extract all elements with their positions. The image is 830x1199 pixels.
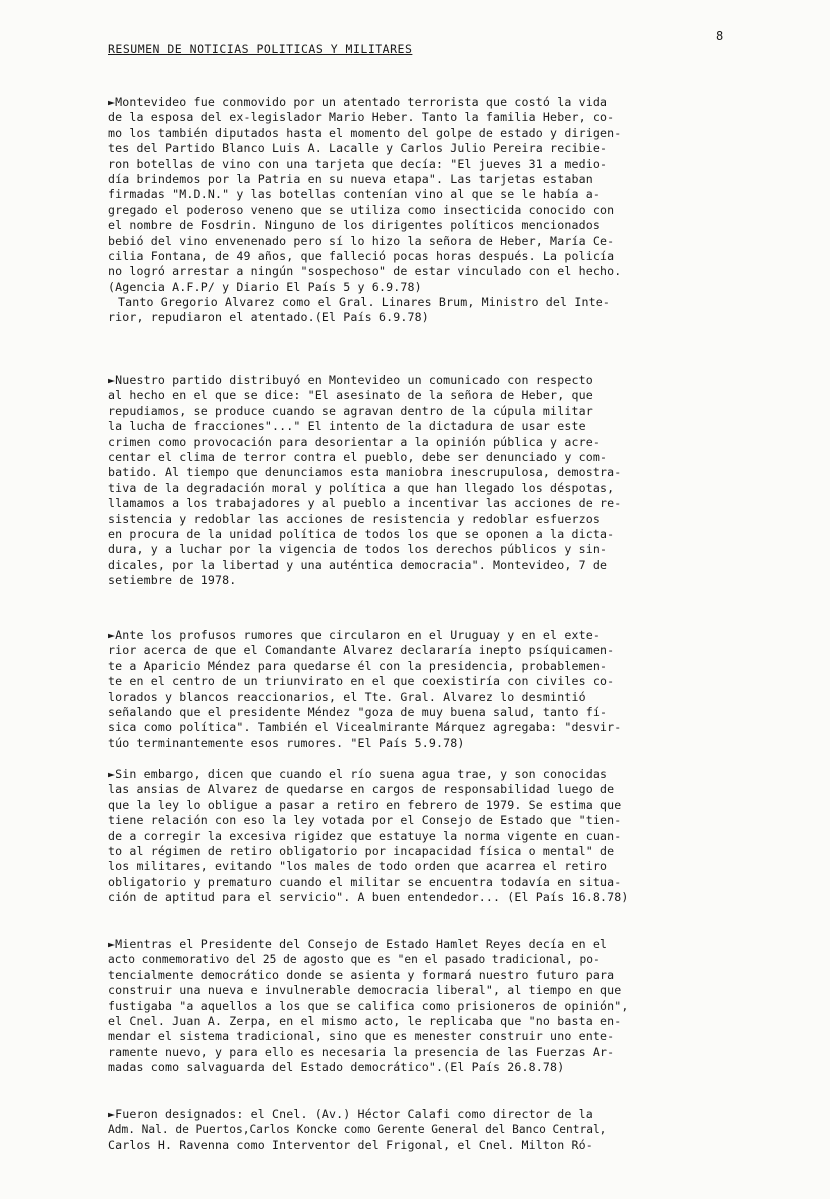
- text-line: rior, repudiaron el atentado.(El País 6.9.78): [108, 310, 429, 325]
- text-line: ►Nuestro partido distribuyó en Montevideo un comunicado con respecto: [108, 373, 593, 387]
- text-line: batido. Al tiempo que denunciamos esta maniobra inescrupulosa, demostra-: [108, 465, 622, 480]
- text-line: crimen como provocación para desorientar a la opinión pública y acre-: [108, 434, 600, 449]
- text-line: Carlos H. Ravenna como Interventor del Frigonal, el Cnel. Milton Ró-: [108, 1137, 593, 1152]
- text-line: al hecho en el que se dice: "El asesinato de la señora de Heber, que: [108, 388, 593, 403]
- paragraph-heber-attack: [108, 95, 788, 295]
- text-line: llamamos a los trabajadores y al pueblo a incentivar las acciones de re-: [108, 496, 622, 511]
- text-line: que la ley lo obligue a pasar a retiro en febrero de 1979. Se estima que: [108, 797, 622, 812]
- text-line: de a corregir la excesiva rigidez que estatuye la norma vigente en cuan-: [108, 828, 622, 843]
- text-line: no logró arrestar a ningún "sospechoso" de estar vinculado con el hecho.: [108, 264, 622, 279]
- text-line: tiva de la degradación moral y política a que han llegado los déspotas,: [108, 480, 615, 495]
- text-line: centar el clima de terror contra el pueblo, debe ser denunciado y com-: [108, 450, 608, 465]
- text-line: los militares, evitando "los males de todo orden que acarrea el retiro: [108, 859, 608, 874]
- text-line: tes del Partido Blanco Luis A. Lacalle y Carlos Julio Pereira recibie-: [108, 141, 608, 156]
- paragraph-alvarez-rumors: [108, 628, 788, 751]
- text-line: la lucha de fracciones"..." El intento de la dictadura de usar este: [108, 419, 586, 434]
- text-line: día brindemos por la Patria en su nueva etapa". Las tarjetas estaban: [108, 172, 593, 187]
- text-line: ron botellas de vino con una tarjeta que decía: "El jueves 31 a medio-: [108, 156, 608, 171]
- text-line: ►Sin embargo, dicen que cuando el río suena agua trae, y son conocidas: [108, 767, 608, 781]
- text-line: en procura de la unidad política de todos los que se oponen a la dicta-: [108, 527, 615, 542]
- text-line: Adm. Nal. de Puertos,Carlos Koncke como Gerente General del Banco Central,: [108, 1123, 607, 1137]
- text-line: repudiamos, se produce cuando se agravan dentro de la cúpula militar: [108, 403, 593, 418]
- text-line: sica como política". También el Vicealmirante Márquez agregaba: "desvir-: [108, 720, 622, 735]
- text-line: te en el centro de un triunvirato en el que coexistiría con civiles co-: [108, 674, 615, 689]
- text-line: firmadas "M.D.N." y las botellas contenían vino al que se le había a-: [108, 187, 600, 202]
- text-line: to al régimen de retiro obligatorio por incapacidad física o mental" de: [108, 844, 615, 859]
- text-line: señalando que el presidente Méndez "goza de muy buena salud, tanto fí-: [108, 705, 608, 720]
- text-line: acto conmemorativo del 25 de agosto que es "en el pasado tradicional, po-: [108, 953, 600, 967]
- document-header-title: RESUMEN DE NOTICIAS POLITICAS Y MILITARES: [108, 42, 413, 56]
- text-line: lorados y blancos reaccionarios, el Tte. Gral. Alvarez lo desmintió: [108, 689, 586, 704]
- paragraph-party-statement: [108, 373, 788, 589]
- text-line: te a Aparicio Méndez para quedarse él con la presidencia, probablemen-: [108, 658, 608, 673]
- text-line: ►Fueron designados: el Cnel. (Av.) Héctor Calafi como director de la: [108, 1107, 593, 1121]
- text-line: bebió del vino envenenado pero sí lo hizo la señora de Heber, María Ce-: [108, 233, 615, 248]
- text-line: ►Montevideo fue conmovido por un atentado terrorista que costó la vida: [108, 95, 608, 109]
- text-line: ramente nuevo, y para ello es necesaria la presencia de las Fuerzas Ar-: [108, 1044, 615, 1059]
- text-line: mendar el sistema tradicional, sino que es menester construir uno ente-: [108, 1029, 615, 1044]
- text-line: el nombre de Fosdrin. Ninguno de los dirigentes políticos mencionados: [108, 218, 600, 233]
- text-line: fustigaba "a aquellos a los que se califica como prisioneros de opinión",: [108, 998, 629, 1013]
- text-line: el Cnel. Juan A. Zerpa, en el mismo acto, le replicaba que "no basta en-: [108, 1014, 622, 1029]
- text-line: (Agencia A.F.P/ y Diario El País 5 y 6.9.78): [108, 279, 422, 294]
- text-line: las ansias de Alvarez de quedarse en cargos de responsabilidad luego de: [108, 782, 615, 797]
- text-line: ►Mientras el Presidente del Consejo de Estado Hamlet Reyes decía en el: [108, 937, 608, 951]
- paragraph-retirement-law: [108, 767, 788, 906]
- text-line: túo terminantemente esos rumores. "El País 5.9.78): [108, 735, 465, 750]
- paragraph-appointments: [108, 1107, 788, 1153]
- text-line: ción de aptitud para el servicio". A buen entendedor... (El País 16.8.78): [108, 890, 629, 905]
- text-line: tencialmente democrático donde se asienta y formará nuestro futuro para: [108, 967, 615, 982]
- text-line: tiene relación con eso la ley votada por el Consejo de Estado que "tien-: [108, 813, 622, 828]
- text-line: dicales, por la libertad y una auténtica democracia". Montevideo, 7 de: [108, 557, 608, 572]
- paragraph-reyes-zerpa: [108, 937, 788, 1076]
- text-line: rior acerca de que el Comandante Alvarez declararía inepto psíquicamen-: [108, 643, 615, 658]
- text-line: sistencia y redoblar las acciones de resistencia y redoblar esfuerzos: [108, 511, 600, 526]
- text-line: construir una nueva e invulnerable democracia liberal", al tiempo en que: [108, 983, 622, 998]
- text-line: dura, y a luchar por la vigencia de todos los derechos públicos y sin-: [108, 542, 608, 557]
- text-line: de la esposa del ex-legislador Mario Heber. Tanto la familia Heber, co-: [108, 110, 615, 125]
- text-line: gregado el poderoso veneno que se utiliza como insecticida conocido con: [108, 202, 615, 217]
- text-line: mo los también diputados hasta el momento del golpe de estado y dirigen-: [108, 125, 622, 140]
- text-line: ►Ante los profusos rumores que circularon en el Uruguay y en el exte-: [108, 628, 600, 642]
- text-line: obligatorio y prematuro cuando el militar se encuentra todavía en situa-: [108, 874, 622, 889]
- text-line: madas como salvaguarda del Estado democrático".(El País 26.8.78): [108, 1060, 565, 1075]
- text-line: Tanto Gregorio Alvarez como el Gral. Linares Brum, Ministro del Inte-: [118, 295, 610, 309]
- text-line: cilia Fontana, de 49 años, que falleció pocas horas después. La policía: [108, 249, 615, 264]
- page-number: 8: [716, 29, 724, 43]
- paragraph-repudiation: [108, 295, 788, 326]
- text-line: setiembre de 1978.: [108, 573, 237, 588]
